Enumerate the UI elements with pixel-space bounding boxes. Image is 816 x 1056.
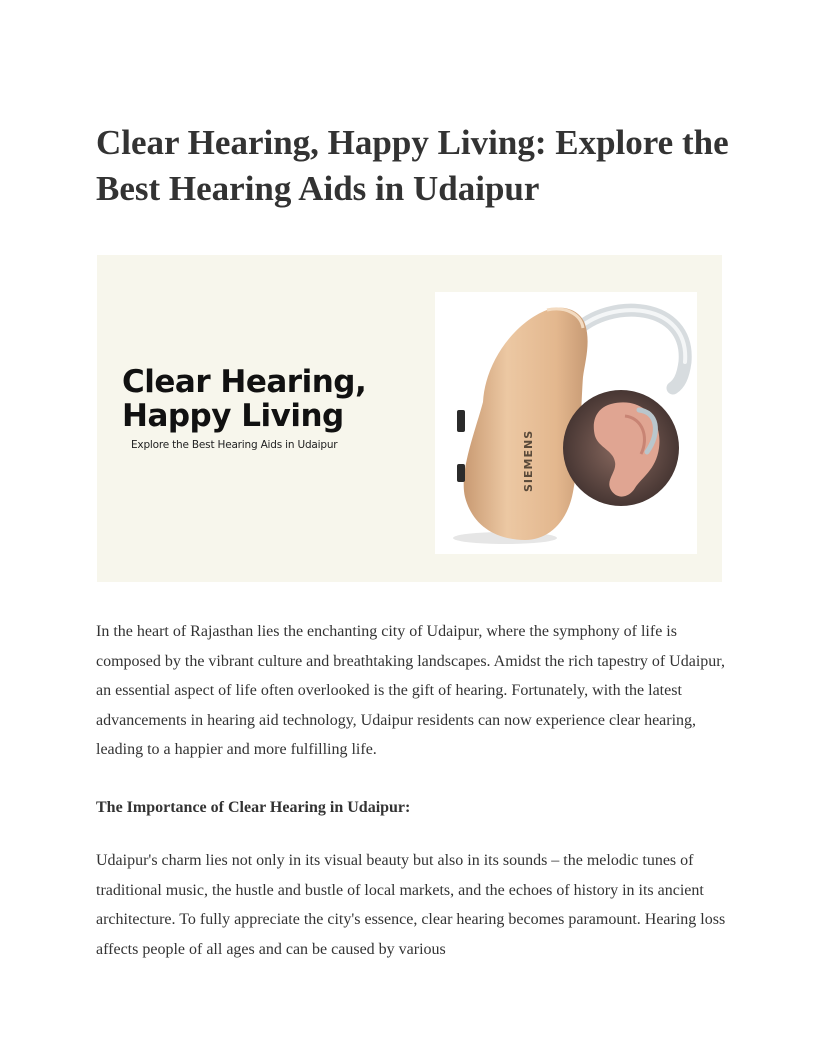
section-heading: The Importance of Clear Hearing in Udaipur: [96, 799, 411, 816]
hearing-aid-illustration [435, 292, 697, 554]
hearing-aid-photo [435, 292, 697, 554]
hero-banner-image [97, 255, 722, 582]
page-title: Clear Hearing, Happy Living: Explore the Best Hearing Aids in Udaipur [96, 123, 729, 208]
banner-headline [122, 365, 366, 433]
device-brand-label: SIEMENS [522, 429, 535, 492]
banner-headline-line-1: Clear Hearing, [122, 364, 367, 400]
device-button [457, 410, 465, 432]
device-button-2 [457, 464, 465, 482]
banner-headline-line-2: Happy Living [122, 398, 344, 434]
intro-paragraph: In the heart of Rajasthan lies the enchanting city of Udaipur, where the symphony of life is composed by the vibrant culture and breathtaking landscapes. Amidst the rich tapestry of Udaipur, an essential aspect of life often overlooked is the gift of hearing. Fortunately, with the latest advancements in hearing aid technology, Udaipur residents can now experience clear hearing, leading to a happier and more fulfilling life. [96, 623, 725, 758]
banner-subtitle: Explore the Best Hearing Aids in Udaipur [131, 439, 338, 451]
body-paragraph: Udaipur's charm lies not only in its visual beauty but also in its sounds – the melodic tunes of traditional music, the hustle and bustle of local markets, and the echoes of history in its ancient architecture. To fully appreciate the city's essence, clear hearing becomes paramount. Hearing loss affects people of all ages and can be caused by various [96, 852, 726, 958]
